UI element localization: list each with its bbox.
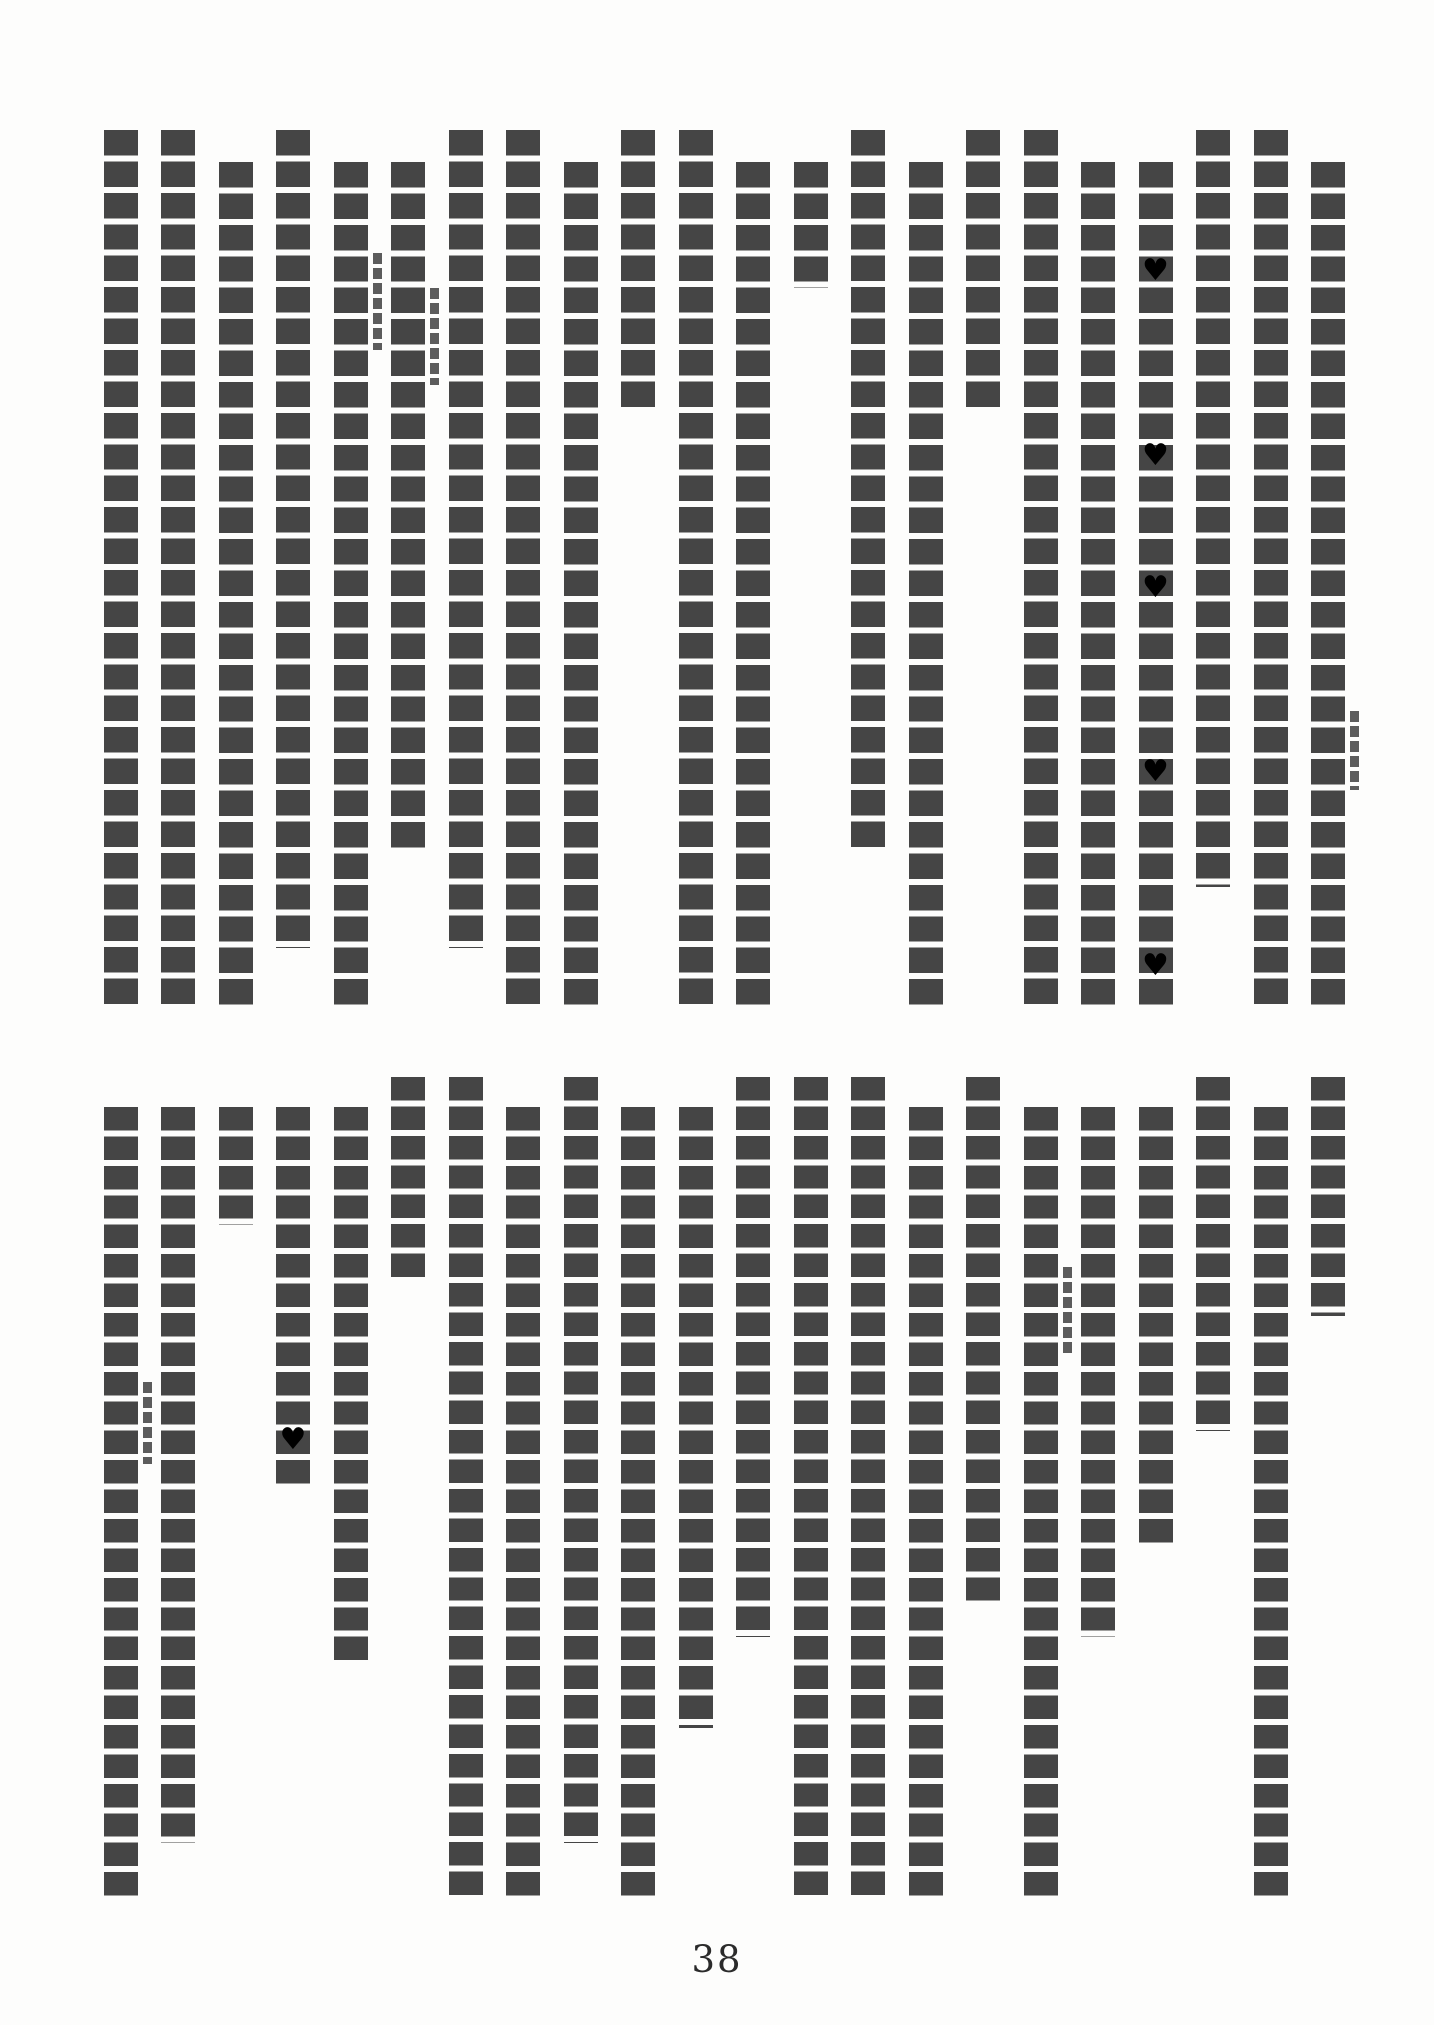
redacted-text-column xyxy=(276,1107,310,1489)
redacted-text-column xyxy=(276,130,310,948)
redacted-text-column xyxy=(1254,1107,1288,1901)
heart-glyph: ♥ xyxy=(1142,754,1169,790)
redacted-text-column xyxy=(564,1077,598,1843)
redacted-text-column xyxy=(161,130,195,1010)
redacted-text-column xyxy=(449,1077,483,1901)
redacted-text-column xyxy=(1024,1107,1058,1901)
upper-text-block xyxy=(0,130,1434,1010)
furigana-ruby-mark xyxy=(143,1382,152,1464)
redacted-text-column xyxy=(851,1077,885,1901)
redacted-text-column xyxy=(104,130,138,1010)
heart-glyph: ♥ xyxy=(1142,437,1169,473)
redacted-text-column xyxy=(506,130,540,1010)
redacted-text-column xyxy=(794,1077,828,1901)
redacted-text-column xyxy=(1081,1107,1115,1638)
lower-text-block xyxy=(0,1077,1434,1901)
redacted-text-column xyxy=(1254,130,1288,1010)
redacted-text-column xyxy=(1311,162,1345,1010)
redacted-text-column xyxy=(1139,162,1173,1010)
redacted-text-column xyxy=(391,1077,425,1283)
furigana-ruby-mark xyxy=(1350,711,1359,790)
furigana-ruby-mark xyxy=(1063,1267,1072,1358)
redacted-text-column xyxy=(794,162,828,289)
redacted-text-column xyxy=(909,1107,943,1901)
redacted-text-column xyxy=(966,130,1000,412)
redacted-text-column xyxy=(621,130,655,412)
redacted-text-column xyxy=(1139,1107,1173,1547)
redacted-text-column xyxy=(506,1107,540,1901)
redacted-text-column xyxy=(909,162,943,1010)
heart-glyph: ♥ xyxy=(279,1421,307,1457)
redacted-text-column xyxy=(1196,1077,1230,1431)
redacted-text-column xyxy=(736,162,770,1010)
redacted-text-column xyxy=(564,162,598,1010)
redacted-text-column xyxy=(621,1107,655,1901)
redacted-text-column xyxy=(449,130,483,948)
heart-glyph: ♥ xyxy=(1142,252,1169,288)
heart-glyph: ♥ xyxy=(1142,947,1169,983)
redacted-text-column xyxy=(161,1107,195,1844)
redacted-text-column xyxy=(736,1077,770,1637)
furigana-ruby-mark xyxy=(373,253,382,350)
redacted-text-column xyxy=(1081,162,1115,1010)
redacted-text-column xyxy=(679,130,713,1010)
redacted-text-column xyxy=(334,162,368,1010)
heart-glyph: ♥ xyxy=(1142,569,1169,605)
redacted-text-column xyxy=(851,130,885,852)
redacted-text-column xyxy=(966,1077,1000,1604)
redacted-text-column xyxy=(1311,1077,1345,1316)
redacted-text-column xyxy=(1024,130,1058,1010)
redacted-text-column xyxy=(1196,130,1230,887)
redacted-text-column xyxy=(104,1107,138,1901)
redacted-text-column xyxy=(391,162,425,852)
redacted-text-column xyxy=(679,1107,713,1728)
furigana-ruby-mark xyxy=(430,288,439,385)
redacted-text-column xyxy=(219,162,253,1010)
redacted-text-column xyxy=(334,1107,368,1662)
redacted-text-column xyxy=(219,1107,253,1226)
page-number: 38 xyxy=(691,1938,743,1981)
